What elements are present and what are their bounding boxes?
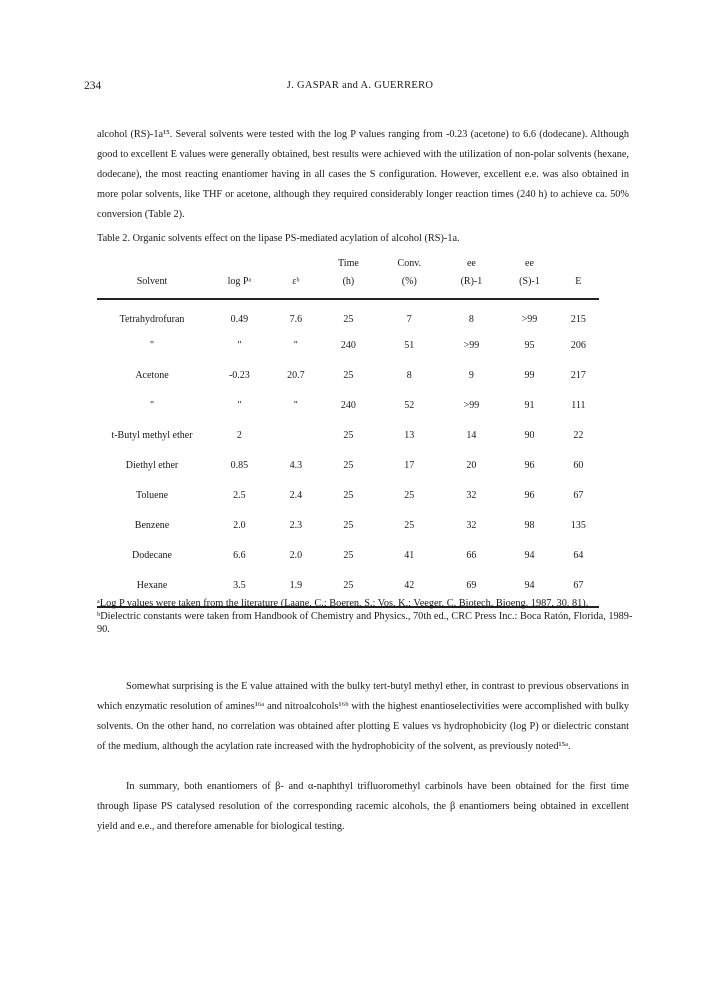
table-cell: Dodecane bbox=[132, 549, 172, 561]
table-cell: 51 bbox=[404, 339, 415, 351]
table-cell: 60 bbox=[573, 459, 584, 471]
table-cell: " bbox=[293, 339, 298, 351]
table-cell: 0.85 bbox=[230, 459, 249, 471]
table-row bbox=[97, 299, 599, 330]
table-cell: 0.49 bbox=[230, 313, 249, 325]
table-row bbox=[97, 420, 599, 450]
header-cell bbox=[558, 254, 599, 272]
table-cell: Acetone bbox=[135, 369, 169, 381]
table-cell: 96 bbox=[524, 489, 535, 501]
table-cell: 90 bbox=[524, 429, 535, 441]
table-cell: 94 bbox=[524, 549, 535, 561]
table-cell: " bbox=[149, 399, 155, 411]
header-cell: ee bbox=[525, 257, 534, 269]
page-number: 234 bbox=[84, 80, 102, 92]
header-cell: (R)-1 bbox=[460, 275, 483, 287]
table-cell: 41 bbox=[404, 549, 415, 561]
table-cell: 111 bbox=[571, 399, 586, 411]
table-cell: 2.3 bbox=[289, 519, 303, 531]
table-cell: 66 bbox=[466, 549, 477, 561]
header-cell bbox=[97, 254, 207, 272]
table-cell: >99 bbox=[463, 399, 480, 411]
table-cell: 2 bbox=[236, 429, 242, 441]
table-cell: 95 bbox=[524, 339, 535, 351]
table-cell bbox=[272, 420, 320, 450]
footnote-b: ᵇDielectric constants were taken from Handbook of Chemistry and Physics., 70th ed., CRC Press Inc.: Boca Ratón, Florida, 1989-90. bbox=[97, 611, 633, 635]
header-cell: ee bbox=[466, 257, 476, 269]
table-row bbox=[97, 330, 599, 360]
header-cell bbox=[207, 254, 272, 272]
table-cell: 14 bbox=[466, 429, 477, 441]
table-cell: 67 bbox=[573, 579, 584, 591]
table-cell: 25 bbox=[343, 549, 354, 561]
table-header-row-top bbox=[97, 254, 599, 272]
table-cell: 52 bbox=[404, 399, 415, 411]
table-cell: 25 bbox=[404, 519, 415, 531]
paragraph-discussion: Somewhat surprising is the E value attained with the bulky tert-butyl methyl ether, in contrast to previous observations in which enzymatic resolution of amines¹⁶ᵃ and nitroalcohols¹⁶ᵇ with the highest enantioselectivities were accomplished with bulky solvents. On the other hand, no correlation was obtained after plotting E values vs hydrophobicity (log P) or dielectric constant of the medium, although the acylation rate increased with the hydrophobicity of the solvent, as previously noted¹⁵ᵃ. bbox=[97, 681, 629, 752]
table-cell: 98 bbox=[524, 519, 535, 531]
table-row bbox=[97, 540, 599, 570]
table-cell: 25 bbox=[343, 313, 354, 325]
table-row bbox=[97, 450, 599, 480]
table-cell: 25 bbox=[343, 429, 354, 441]
table-cell: " bbox=[237, 339, 242, 351]
table-cell: " bbox=[293, 399, 298, 411]
table-cell: 7 bbox=[406, 313, 412, 325]
table-row bbox=[97, 510, 599, 540]
table-cell: 206 bbox=[570, 339, 586, 351]
table-cell: 135 bbox=[570, 519, 586, 531]
table-cell: 2.0 bbox=[289, 549, 303, 561]
table-cell: 2.0 bbox=[233, 519, 246, 531]
table-cell: 32 bbox=[466, 519, 477, 531]
table-cell: " bbox=[237, 399, 242, 411]
table-cell: 8 bbox=[468, 313, 474, 325]
table-cell: -0.23 bbox=[228, 369, 250, 381]
table-cell: 25 bbox=[404, 489, 415, 501]
table-footnotes bbox=[97, 597, 637, 636]
table-cell: >99 bbox=[463, 339, 480, 351]
table-cell: 13 bbox=[404, 429, 415, 441]
table-cell: 91 bbox=[524, 399, 535, 411]
header-cell: (%) bbox=[401, 275, 417, 287]
table-cell: " bbox=[149, 339, 155, 351]
table-row bbox=[97, 360, 599, 390]
footnote-a: ᵃLog P values were taken from the literature (Laane, C.; Boeren, S.; Vos, K.; Veeger, C. Biotech. Bioeng. 1987, 30, 81). bbox=[97, 598, 589, 609]
table-cell: 69 bbox=[466, 579, 477, 591]
table-cell: 96 bbox=[524, 459, 535, 471]
table-caption: Table 2. Organic solvents effect on the lipase PS-mediated acylation of alcohol (RS)-1a. bbox=[97, 233, 460, 244]
running-head: J. GASPAR and A. GUERRERO bbox=[286, 80, 434, 91]
header-cell bbox=[272, 254, 320, 272]
table-cell: 25 bbox=[343, 489, 354, 501]
table-cell: 94 bbox=[524, 579, 535, 591]
table-row bbox=[97, 390, 599, 420]
table-cell: 240 bbox=[340, 339, 356, 351]
header-cell: (S)-1 bbox=[519, 275, 540, 287]
table-cell: 25 bbox=[343, 579, 354, 591]
table-cell: Diethyl ether bbox=[125, 459, 179, 471]
table-cell: Tetrahydrofuran bbox=[119, 313, 185, 325]
table-cell: 32 bbox=[466, 489, 477, 501]
paragraph-intro: alcohol (RS)-1a¹⁵. Several solvents were tested with the log P values ranging from -0.23 (acetone) to 6.6 (dodecane). Although good to excellent E values were generally obtained, best results were achieved with the utilization of non-polar solvents (hexane, dodecane), the most reacting enantiomer having in all cases the S configuration. However, excellent e.e. was also obtained in more polar solvents, like THF or acetone, although they required considerably longer reaction times (240 h) to achieve ca. 50% conversion (Table 2). bbox=[97, 129, 629, 220]
table-cell: 42 bbox=[404, 579, 415, 591]
table-cell: 4.3 bbox=[289, 459, 303, 471]
table-cell: >99 bbox=[521, 313, 538, 325]
solvent-effect-table bbox=[97, 254, 599, 608]
header-cell: log Pᵃ bbox=[227, 275, 252, 287]
table-cell: 217 bbox=[570, 369, 586, 381]
table-row bbox=[97, 480, 599, 510]
table-cell: 20.7 bbox=[287, 369, 305, 381]
table-cell: Hexane bbox=[136, 579, 168, 591]
table-cell: 25 bbox=[343, 459, 354, 471]
table-cell: 64 bbox=[573, 549, 584, 561]
header-cell: Conv. bbox=[397, 257, 422, 269]
table-cell: 25 bbox=[343, 519, 354, 531]
header-cell: Time bbox=[338, 257, 359, 269]
table-cell: 9 bbox=[468, 369, 474, 381]
table-cell: 215 bbox=[570, 313, 586, 325]
table-cell: Toluene bbox=[135, 489, 169, 501]
table-cell: 8 bbox=[406, 369, 412, 381]
table-cell: 17 bbox=[404, 459, 415, 471]
header-cell: E bbox=[575, 275, 582, 287]
table-cell: 2.5 bbox=[233, 489, 246, 501]
table-cell: 22 bbox=[573, 429, 584, 441]
table-cell: 99 bbox=[524, 369, 535, 381]
table-cell: 7.6 bbox=[289, 313, 303, 325]
table-cell: 6.6 bbox=[233, 549, 246, 561]
table-cell: 2.4 bbox=[289, 489, 303, 501]
header-cell: (h) bbox=[342, 275, 355, 287]
table-header-row-bottom bbox=[97, 272, 599, 299]
table-cell: 20 bbox=[466, 459, 477, 471]
table-cell: 1.9 bbox=[289, 579, 303, 591]
header-cell: εᵇ bbox=[292, 275, 300, 287]
table-cell: 240 bbox=[340, 399, 356, 411]
table-cell: 25 bbox=[343, 369, 354, 381]
table-cell: 3.5 bbox=[233, 579, 246, 591]
header-cell: Solvent bbox=[136, 275, 168, 287]
paragraph-summary: In summary, both enantiomers of β- and α-naphthyl trifluoromethyl carbinols have been obtained for the first time through lipase PS catalysed resolution of the corresponding racemic alcohols, the β enantiomers being obtained in excellent yield and e.e., and therefore amenable for biological testing. bbox=[97, 781, 629, 832]
table-cell: t-Butyl methyl ether bbox=[111, 429, 193, 441]
table-cell: 67 bbox=[573, 489, 584, 501]
table-cell: Benzene bbox=[134, 519, 170, 531]
